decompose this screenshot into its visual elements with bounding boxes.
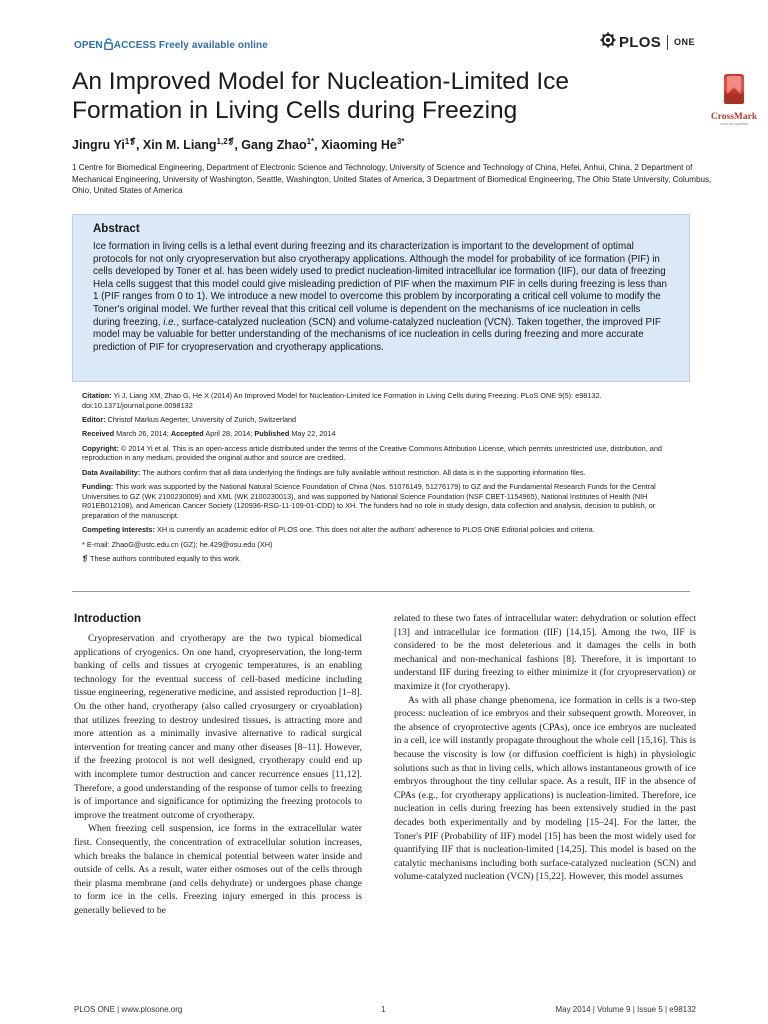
author-sup: 1* — [306, 137, 315, 146]
one-wordmark: ONE — [674, 37, 696, 47]
abstract-ie: i.e. — [163, 316, 177, 328]
competing-interests — [82, 525, 688, 535]
equal-contribution: ❡ These authors contributed equally to this work. — [82, 553, 241, 563]
editor-label: Editor: — [82, 415, 106, 424]
footer-issue: May 2014 | Volume 9 | Issue 5 | e98132 — [555, 1005, 696, 1014]
author-sup: 1❡ — [124, 137, 136, 146]
data-availability — [82, 468, 688, 478]
access-label: ACCESS Freely available online — [113, 40, 268, 51]
body-column-right — [394, 612, 696, 884]
accepted-label: Accepted — [170, 429, 204, 439]
dates — [82, 429, 688, 439]
funding-label: Funding: — [82, 481, 114, 491]
funding — [82, 482, 688, 521]
citation-text[interactable]: Yi J, Liang XM, Zhao G, He X (2014) An Improved Model for Nucleation-Limited Ice Formation in Living Cells during Freezing. PLoS ONE 9(5): e98132. doi:10.1371/journal.pone.0098132 — [82, 391, 602, 410]
received-date: March 26, 2014; — [116, 429, 169, 439]
crossmark-badge[interactable] — [703, 72, 765, 126]
availability-text: The authors confirm that all data underlying the findings are fully available without restriction. All data is in the supporting information files. — [142, 467, 586, 477]
copyright — [82, 444, 688, 463]
metadata-divider — [72, 591, 690, 592]
logo-divider — [667, 35, 668, 50]
availability-label: Data Availability: — [82, 467, 141, 477]
editor-text: Christof Markus Aegerter, University of Zurich, Switzerland — [107, 415, 297, 424]
competing-label: Competing Interests: — [82, 525, 155, 535]
abstract-heading: Abstract — [93, 223, 140, 235]
abstract-text — [93, 241, 669, 354]
accepted-date: April 28, 2014; — [205, 429, 253, 439]
abstract-box — [72, 214, 690, 382]
abstract-part2: , surface-catalyzed nucleation (SCN) and volume-catalyzed nucleation (VCN). Taken together, the improved PIF model may be valuable for better understanding of the mechanisms of ice nucleation in cells during freezing and more accurate prediction of PIF for cryopreservation and cryotherapy applications. — [93, 316, 661, 353]
published-label: Published — [254, 429, 290, 439]
open-access-banner — [74, 38, 268, 53]
competing-text: XH is currently an academic editor of PLOS one. This does not alter the authors' adherence to PLOS ONE Editorial policies and criteria. — [157, 525, 595, 535]
body-column-left — [74, 632, 362, 917]
received-label: Received — [82, 429, 115, 439]
copyright-label: Copyright: — [82, 443, 119, 453]
crossmark-sub: click for updates — [720, 122, 748, 126]
crossmark-icon — [703, 72, 765, 111]
plos-one-logo[interactable] — [600, 32, 700, 52]
paragraph: When freezing cell suspension, ice forms in the extracellular water first. Consequently, the concentration of extracellular solution increases, which breaks the balance in chemical potential between water inside and outside of cells. As a result, water either osmoses out of the cells through their plasma membrane (and cells dehydrate) or undergoes phase change to form ice in the cells. Freezing injury emerged in this process is generally believed to be — [74, 823, 362, 916]
author-sup: 1,2❡ — [216, 137, 235, 146]
introduction-heading: Introduction — [74, 613, 142, 625]
article-metadata — [82, 391, 688, 568]
published-date: May 22, 2014 — [291, 429, 336, 439]
plos-gear-icon — [600, 32, 616, 53]
paragraph: related to these two fates of intracellular water: dehydration or solution effect [13] and intracellular ice formation (IIF) [14,15]. Among the two, IIF is considered to be the most deleterious and it damages the cells in both mechanical and non-mechanical fashions [8]. Therefore, it is important to understand IIF during freezing to either minimize it (for cryopreservation) or maximize it (for cryotherapy). — [394, 613, 696, 692]
citation-label: Citation: — [82, 391, 112, 400]
plos-wordmark: PLOS — [619, 33, 662, 51]
editor — [82, 415, 688, 425]
author-name[interactable]: Xiaoming He — [321, 138, 397, 153]
author-sup: 3* — [396, 137, 405, 146]
citation — [82, 391, 688, 410]
funding-text: This work was supported by the National Natural Science Foundation of China (Nos. 51076149, 51276179) to GZ and the Fundamental Research Funds for the Central Universities to GZ (WK 2100230009) and XML (WK 2100230013), and was supported by National Science Foundation (NSF CBET-1154965), National Institutes of Health (NIH R01EB012108), and American Cancer Society (120936-RSG-11-109-01-CDD) to XH. The funders had no role in study design, data collection and analysis, decision to publish, or preparation of the manuscript. — [82, 481, 656, 520]
page-number: 1 — [381, 1005, 386, 1014]
open-access-lock-icon — [104, 38, 113, 53]
crossmark-label: CrossMark — [710, 112, 758, 122]
paragraph: As with all phase change phenomena, ice formation in cells is a two-step process: nucleation of ice embryos and their subsequent growth. Moreover, in the absence of cryoprotective agents (CPAs), once ice embryos are nucleated in a cell, ice will instantly propagate throughout the whole cell [15,16]. This is because the viscosity is low (or diffusion coefficient is high) in physiologic solutions such as that in living cells, which allows instantaneous growth of ice embryos throughout the tiny cellular space. As a result, IIF in the absence of CPAs (e.g., for cryotherapy applications) is nucleation-limited. Therefore, ice nucleation in cells during freezing has been extensively studied in the past decades both experimentally and by modeling [15–24]. For the latter, the Toner's PIF (Probability of IIF) model [15] has been the most widely used for quantifying IIF that is nucleation-limited [14,25]. This model is based on the catalytic mechanisms including both surface-catalyzed nucleation (SCN) and volume-catalyzed nucleation (VCN) [15,22]. However, this model assumes — [394, 694, 696, 883]
author-name[interactable]: Jingru Yi — [72, 138, 125, 153]
copyright-text: © 2014 Yi et al. This is an open-access article distributed under the terms of the Creative Commons Attribution License, which permits unrestricted use, distribution, and reproduction in any medium, provided the original author and source are credited. — [82, 443, 662, 463]
email-line[interactable]: * E-mail: ZhaoG@ustc.edu.cn (GZ); he.429@osu.edu (XH) — [82, 539, 273, 549]
article-title: An Improved Model for Nucleation-Limited Ice Formation in Living Cells during Freezing — [72, 68, 570, 124]
author-name[interactable]: Xin M. Liang — [142, 138, 217, 153]
abstract-part1: Ice formation in living cells is a lethal event during freezing and its characterization is important to the development of optimal protocols for not only cryopreservation but also cryotherapy applications. Although the model for probability of ice formation (PIF) in cells developed by Toner et al. has been widely used to predict nucleation-limited intracellular ice formation (IIF), our data of freezing Hela cells suggest that this model could give misleading prediction of PIF when the maximum PIF in cells during freezing is less than 1 (PIF ranges from 0 to 1). We introduce a new model to overcome this problem by incorporating a critical cell volume to modify the Toner's original model. We further reveal that this critical cell volume is dependent on the mechanisms of ice nucleation in cells during freezing, — [93, 241, 667, 328]
affiliations: 1 Centre for Biomedical Engineering, Department of Electronic Science and Technology, University of Science and Technology of China, Hefei, Anhui, China, 2 Department of Mechanical Engineering, University of Washington, Seattle, Washington, United States of America, 3 Department of Biomedical Engineering, The Ohio State University, Columbus, Ohio, United States of America — [72, 163, 712, 195]
author-name[interactable]: Gang Zhao — [241, 138, 307, 153]
paragraph: Cryopreservation and cryotherapy are the two typical biomedical applications of cryogenics. On one hand, cryopreservation, the long-term banking of cells and tissues at cryogenic temperatures, is an enabling technology for the eventual success of cell-based medicine including tissue engineering, regenerative medicine, and assisted reproduction [1–8]. On the other hand, cryotherapy (also called cryosurgery or cryoablation) that utilizes freezing to destroy undesired tissues, is attracting more and more attention as a minimally invasive alternative to radical surgical intervention for treating cancer and many other diseases [8–11]. However, if the freezing protocol is not well designed, cryotherapy could end up with incomplete tumor destruction and cancer recurrence ensues [11,12]. Therefore, a good understanding of the response of tumor cells to freezing is of importance and significance for optimizing the freezing protocols to improve the treatment outcome of cryotherapy. — [74, 633, 362, 821]
open-label: OPEN — [74, 40, 103, 51]
footer-journal[interactable]: PLOS ONE | www.plosone.org — [74, 1005, 183, 1014]
author-list: Jingru $Yi^{1❡}$, Xin M. Liang$^{1,2❡}$, Gang Zhao$^{1*}$, Xiaoming $He^{3*}$ — [72, 137, 405, 153]
